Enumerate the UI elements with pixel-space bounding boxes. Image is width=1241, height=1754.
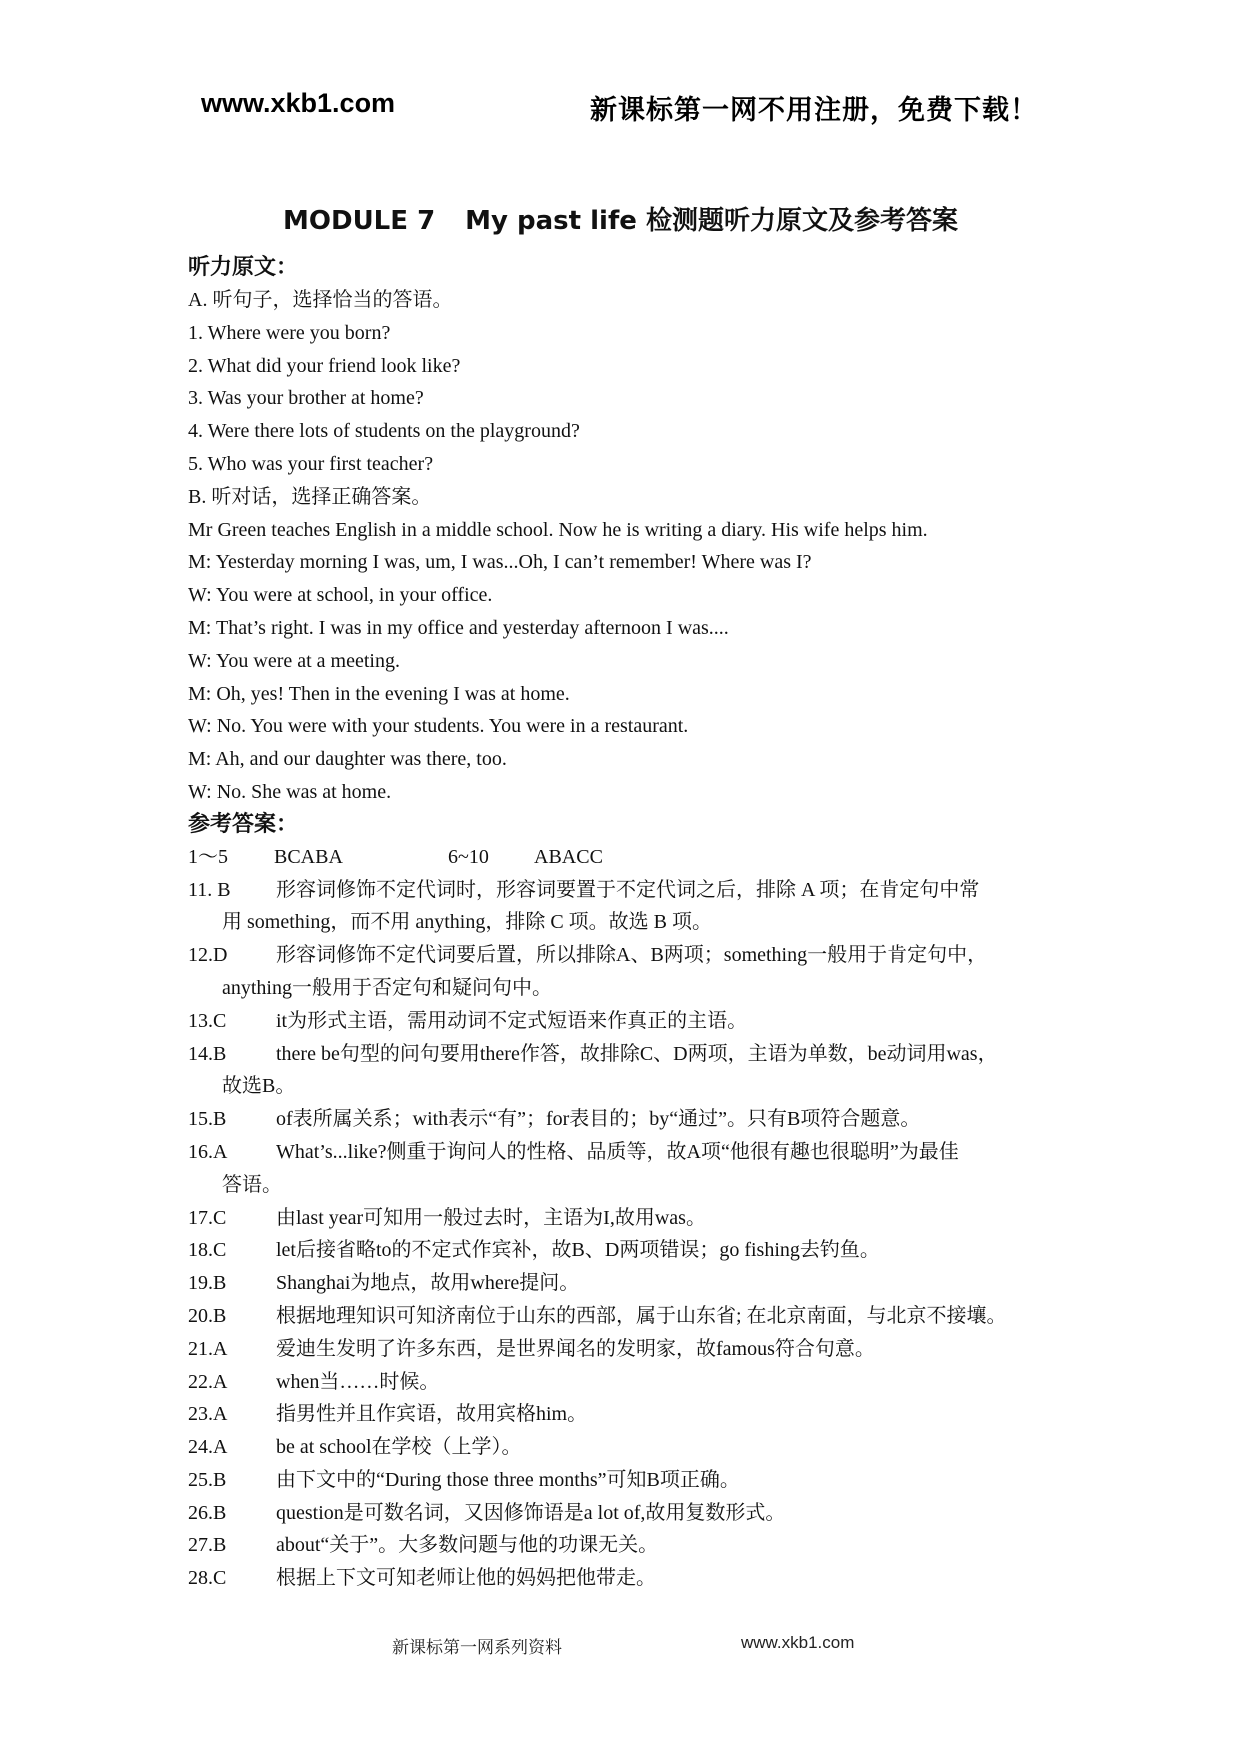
answer-explanation: let后接省略to的不定式作宾补，故B、D两项错误；go fishing去钓鱼。 [276,1239,880,1262]
answer-item [188,1497,1068,1530]
transcript-line: M: Oh, yes! Then in the evening I was at home. [188,682,570,705]
transcript-line: W: You were at a meeting. [188,649,400,672]
footer-series-label: 新课标第一网系列资料 [392,1638,562,1658]
transcript-line: B. 听对话，选择正确答案。 [188,485,432,508]
answer-explanation: 根据上下文可知老师让他的妈妈把他带走。 [276,1567,656,1590]
answer-number: 27.B [188,1534,227,1557]
answer-item [188,1103,1068,1136]
answer-number: 14.B [188,1042,227,1065]
answer-explanation: Shanghai为地点，故用where提问。 [276,1272,580,1295]
title-text: My past life 检测题听力原文及参考答案 [465,206,958,236]
answer-item [188,1300,1068,1333]
answers-heading: 参考答案： [188,811,299,837]
header-site-url: www.xkb1.com [201,88,396,118]
transcript-line: 5. Who was your first teacher? [188,452,434,475]
transcript-line: W: You were at school, in your office. [188,584,493,607]
transcript-line: 2. What did your friend look like? [188,354,461,377]
answer-number: 13.C [188,1009,227,1032]
answer-item [188,1529,1068,1562]
answer-explanation: What’s...like?侧重于询问人的性格、品质等，故A项“他很有趣也很聪明”为最佳 [276,1140,959,1163]
answer-explanation-continued: 答语。 [222,1173,282,1196]
answer-number: 18.C [188,1239,227,1262]
footer-site-url: www.xkb1.com [741,1633,855,1652]
transcript-line: A. 听句子，选择恰当的答语。 [188,289,453,311]
answer-key-2: ABACC [534,845,603,868]
answer-explanation-continued: 故选B。 [222,1075,296,1098]
answer-number: 16.A [188,1140,228,1163]
answer-item [188,1366,1068,1399]
answer-item [188,1333,1068,1366]
answer-explanation: be at school在学校（上学）。 [276,1436,522,1459]
answer-explanation: 形容词修饰不定代词要后置，所以排除A、B两项；something一般用于肯定句中， [276,944,988,967]
listening-transcript [188,284,1068,809]
transcript-line: 1. Where were you born? [188,321,391,344]
answer-item [188,1136,1068,1202]
answer-item [188,1005,1068,1038]
answer-number: 12.D [188,944,228,967]
answer-item [188,1431,1068,1464]
answer-explanation: 由last year可知用一般过去时，主语为I,故用was。 [276,1206,706,1229]
listening-heading: 听力原文： [188,255,299,280]
answer-explanation: 形容词修饰不定代词时，形容词要置于不定代词之后，排除 A 项；在肯定句中常 [276,878,980,901]
answer-number: 20.B [188,1304,227,1327]
answer-explanation: about“关于”。大多数问题与他的功课无关。 [276,1534,659,1557]
answer-item [188,1267,1068,1300]
answer-explanation: 爱迪生发明了许多东西，是世界闻名的发明家，故famous符合句意。 [276,1337,875,1360]
transcript-line: M: That’s right. I was in my office and yesterday afternoon I was.... [188,616,729,639]
answer-number: 17.C [188,1206,227,1229]
answer-explanation: 根据地理知识可知济南位于山东的西部，属于山东省; 在北京南面，与北京不接壤。 [276,1304,1007,1327]
answer-item [188,1562,1068,1595]
answer-explanation-continued: 用 something，而不用 anything，排除 C 项。故选 B 项。 [222,911,712,934]
transcript-line: W: No. She was at home. [188,780,392,803]
answer-item [188,1038,1068,1104]
transcript-line: 3. Was your brother at home? [188,387,424,410]
answer-explanation: 指男性并且作宾语，故用宾格him。 [276,1403,588,1426]
answer-item [188,1464,1068,1497]
answer-key-row [188,841,1068,874]
answer-range-2: 6~10 [448,845,489,868]
answer-item [188,1398,1068,1431]
answer-explanation: 由下文中的“During those three months”可知B项正确。 [276,1468,740,1491]
transcript-line: M: Ah, and our daughter was there, too. [188,748,507,771]
document-body [188,252,1068,1595]
answer-item [188,939,1068,1005]
document-title [0,200,1241,237]
answer-number: 26.B [188,1501,227,1524]
transcript-line: W: No. You were with your students. You were in a restaurant. [188,715,689,738]
answer-item [188,1234,1068,1267]
answer-item [188,1202,1068,1235]
header-slogan: 新课标第一网不用注册，免费下载！ [590,95,1038,126]
answer-number: 23.A [188,1403,228,1426]
answer-key-1: BCABA [274,845,343,868]
answer-number: 21.A [188,1337,228,1360]
answer-explanation: of表所属关系；with表示“有”；for表目的；by“通过”。只有B项符合题意。 [276,1108,921,1131]
answer-number: 25.B [188,1468,227,1491]
answer-number: 19.B [188,1272,227,1295]
answer-number: 22.A [188,1370,228,1393]
transcript-line: 4. Were there lots of students on the playground? [188,420,580,443]
answer-explanation-continued: anything一般用于否定句和疑问句中。 [222,976,552,999]
answer-number: 24.A [188,1436,228,1459]
answer-range-1: 1～5 [188,845,228,868]
answer-item [188,874,1068,940]
answer-explanations [188,874,1068,1596]
answer-number: 11. B [188,878,231,901]
transcript-line: M: Yesterday morning I was, um, I was...Oh, I can’t remember! Where was I? [188,551,812,574]
answer-number: 28.C [188,1567,227,1590]
answer-explanation: question是可数名词，又因修饰语是a lot of,故用复数形式。 [276,1501,786,1524]
answer-explanation: there be句型的问句要用there作答，故排除C、D两项，主语为单数，be动词用was， [276,1042,998,1065]
title-module-code: MODULE 7 [283,206,436,236]
answer-explanation: it为形式主语，需用动词不定式短语来作真正的主语。 [276,1009,748,1032]
answer-explanation: when当……时候。 [276,1370,440,1393]
transcript-line: Mr Green teaches English in a middle school. Now he is writing a diary. His wife helps him. [188,518,928,541]
answer-number: 15.B [188,1108,227,1131]
